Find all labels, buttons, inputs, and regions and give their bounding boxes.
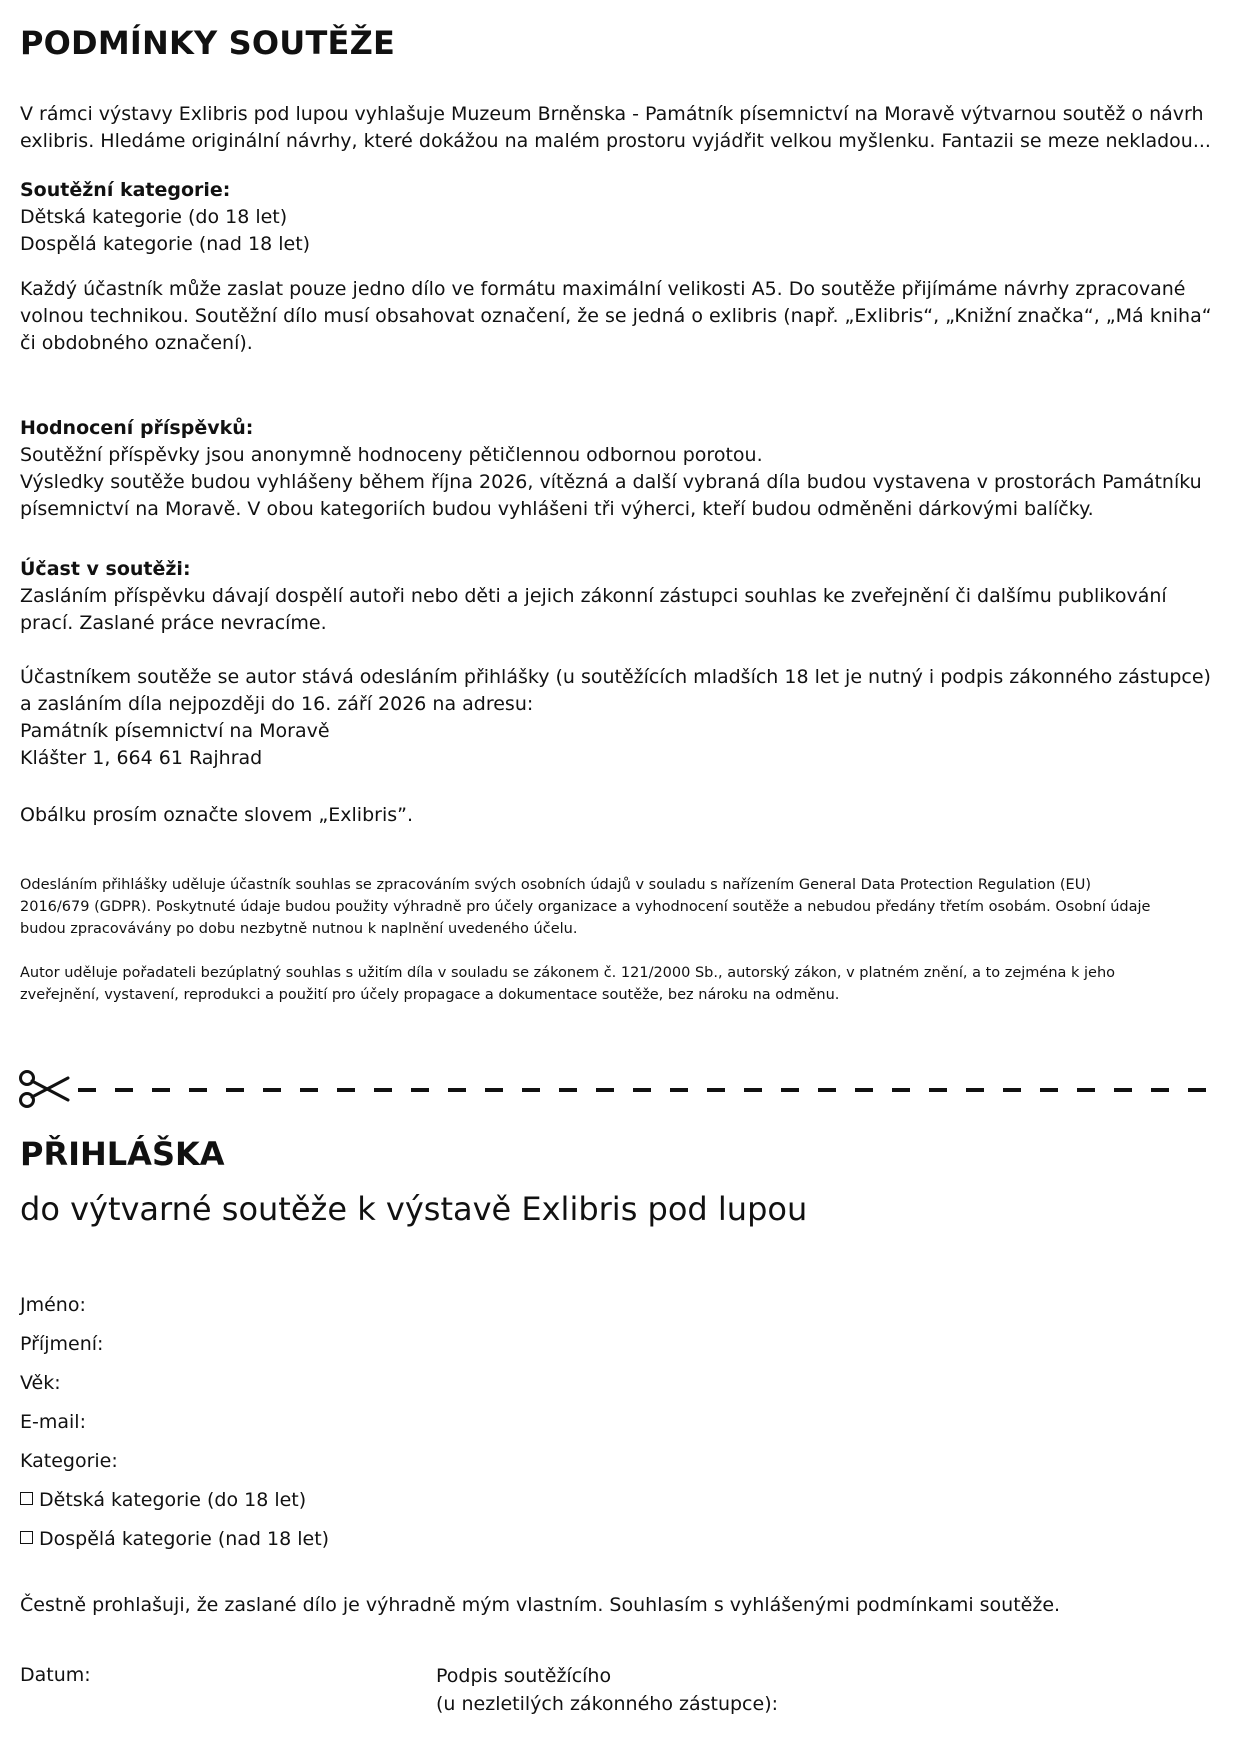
gdpr-line: 2016/679 (GDPR). Poskytnuté údaje budou použity výhradně pro účely organizace a vyhodnocení soutěže a nebudou předány třetím osobám. Osobní údaje [20,899,1151,915]
email-label: E-mail: [20,1411,86,1433]
intro-line: exlibris. Hledáme originální návrhy, které dokážou na malém prostoru vyjádřit velkou myšlenku. Fantazii se meze nekladou... [20,130,1211,152]
dashed-cut-line [78,1088,1213,1092]
checkbox-child-category[interactable] [20,1487,306,1514]
format-paragraph [20,276,1220,357]
age-label: Věk: [20,1372,61,1394]
participation-line: Zasláním příspěvku dávají dospělí autoři nebo děti a jejich zákonní zástupci souhlas ke zveřejnění či dalšímu publikování [20,585,1167,607]
checkbox-adult-category[interactable] [20,1526,329,1553]
scissors-icon [18,1069,70,1109]
evaluation-line: Soutěžní příspěvky jsou anonymně hodnoceny pětičlennou odbornou porotou. [20,444,763,466]
format-line: Každý účastník může zaslat pouze jedno dílo ve formátu maximální velikosti A5. Do soutěže přijímáme návrhy zpracované [20,278,1186,300]
evaluation-line: Výsledky soutěže budou vyhlášeny během října 2026, vítězná a další vybraná díla budou vystavena v prostorách Památníku [20,471,1202,493]
page-title: PODMÍNKY SOUTĚŽE [20,24,396,62]
copyright-notice [20,962,1230,1006]
format-line: volnou technikou. Soutěžní dílo musí obsahovat označení, že se jedná o exlibris (např. „Exlibris“, „Knižní značka“, „Má kniha“ [20,305,1212,327]
application-title: PŘIHLÁŠKA [20,1135,225,1173]
category-item: Dětská kategorie (do 18 let) [20,206,288,228]
checkbox-label: Dospělá kategorie (nad 18 let) [39,1528,330,1550]
copyright-line: zveřejnění, vystavení, reprodukci a použití pro účely propagace a dokumentace soutěže, bez nároku na odměnu. [20,987,840,1003]
address-line: Účastníkem soutěže se autor stává odesláním přihlášky (u soutěžících mladších 18 let je nutný i podpis zákonného zástupce) [20,666,1211,688]
declaration-text: Čestně prohlašuji, že zaslané dílo je výhradně mým vlastním. Souhlasím s vyhlášenými podmínkami soutěže. [20,1594,1061,1616]
last-name-label: Příjmení: [20,1333,104,1355]
intro-paragraph [20,101,1220,155]
evaluation-line: písemnictví na Moravě. V obou kategoriích budou vyhlášeni tři výherci, kteří budou odměněni dárkovými balíčky. [20,498,1094,520]
gdpr-notice [20,874,1230,940]
address-line: Památník písemnictví na Moravě [20,720,330,742]
gdpr-line: budou zpracovávány po dobu nezbytně nutnou k naplnění uvedeného účelu. [20,921,578,937]
address-paragraph [20,664,1220,772]
signature-sublabel: (u nezletilých zákonného zástupce): [436,1693,779,1715]
signature-block [436,1662,778,1718]
category-item: Dospělá kategorie (nad 18 let) [20,233,311,255]
gdpr-line: Odesláním přihlášky uděluje účastník souhlas se zpracováním svých osobních údajů v souladu s nařízením General Data Protection Regulation (EU) [20,877,1091,893]
address-line: Klášter 1, 664 61 Rajhrad [20,747,263,769]
first-name-label: Jméno: [20,1294,86,1316]
evaluation-section [20,415,1220,523]
format-line: či obdobného označení). [20,332,253,354]
participation-heading: Účast v soutěži: [20,558,191,580]
date-label: Datum: [20,1664,91,1686]
envelope-note [20,802,1220,829]
checkbox-label: Dětská kategorie (do 18 let) [39,1489,307,1511]
signature-label: Podpis soutěžícího [436,1665,612,1687]
categories-section [20,177,1220,258]
address-line: a zasláním díla nejpozději do 16. září 2026 na adresu: [20,693,534,715]
checkbox-icon[interactable] [20,1531,33,1544]
participation-section [20,556,1220,637]
participation-line: prací. Zaslané práce nevracíme. [20,612,327,634]
category-label: Kategorie: [20,1450,118,1472]
copyright-line: Autor uděluje pořadateli bezúplatný souhlas s užitím díla v souladu se zákonem č. 121/2000 Sb., autorský zákon, v platném znění, a to zejména k jeho [20,965,1116,981]
categories-heading: Soutěžní kategorie: [20,179,231,201]
envelope-note-text: Obálku prosím označte slovem „Exlibris”. [20,804,414,826]
evaluation-heading: Hodnocení příspěvků: [20,417,254,439]
intro-line: V rámci výstavy Exlibris pod lupou vyhlašuje Muzeum Brněnska - Památník písemnictví na Moravě výtvarnou soutěž o návrh [20,103,1204,125]
cut-line [18,1063,1213,1113]
application-subtitle: do výtvarné soutěže k výstavě Exlibris pod lupou [20,1190,808,1228]
checkbox-icon[interactable] [20,1492,33,1505]
